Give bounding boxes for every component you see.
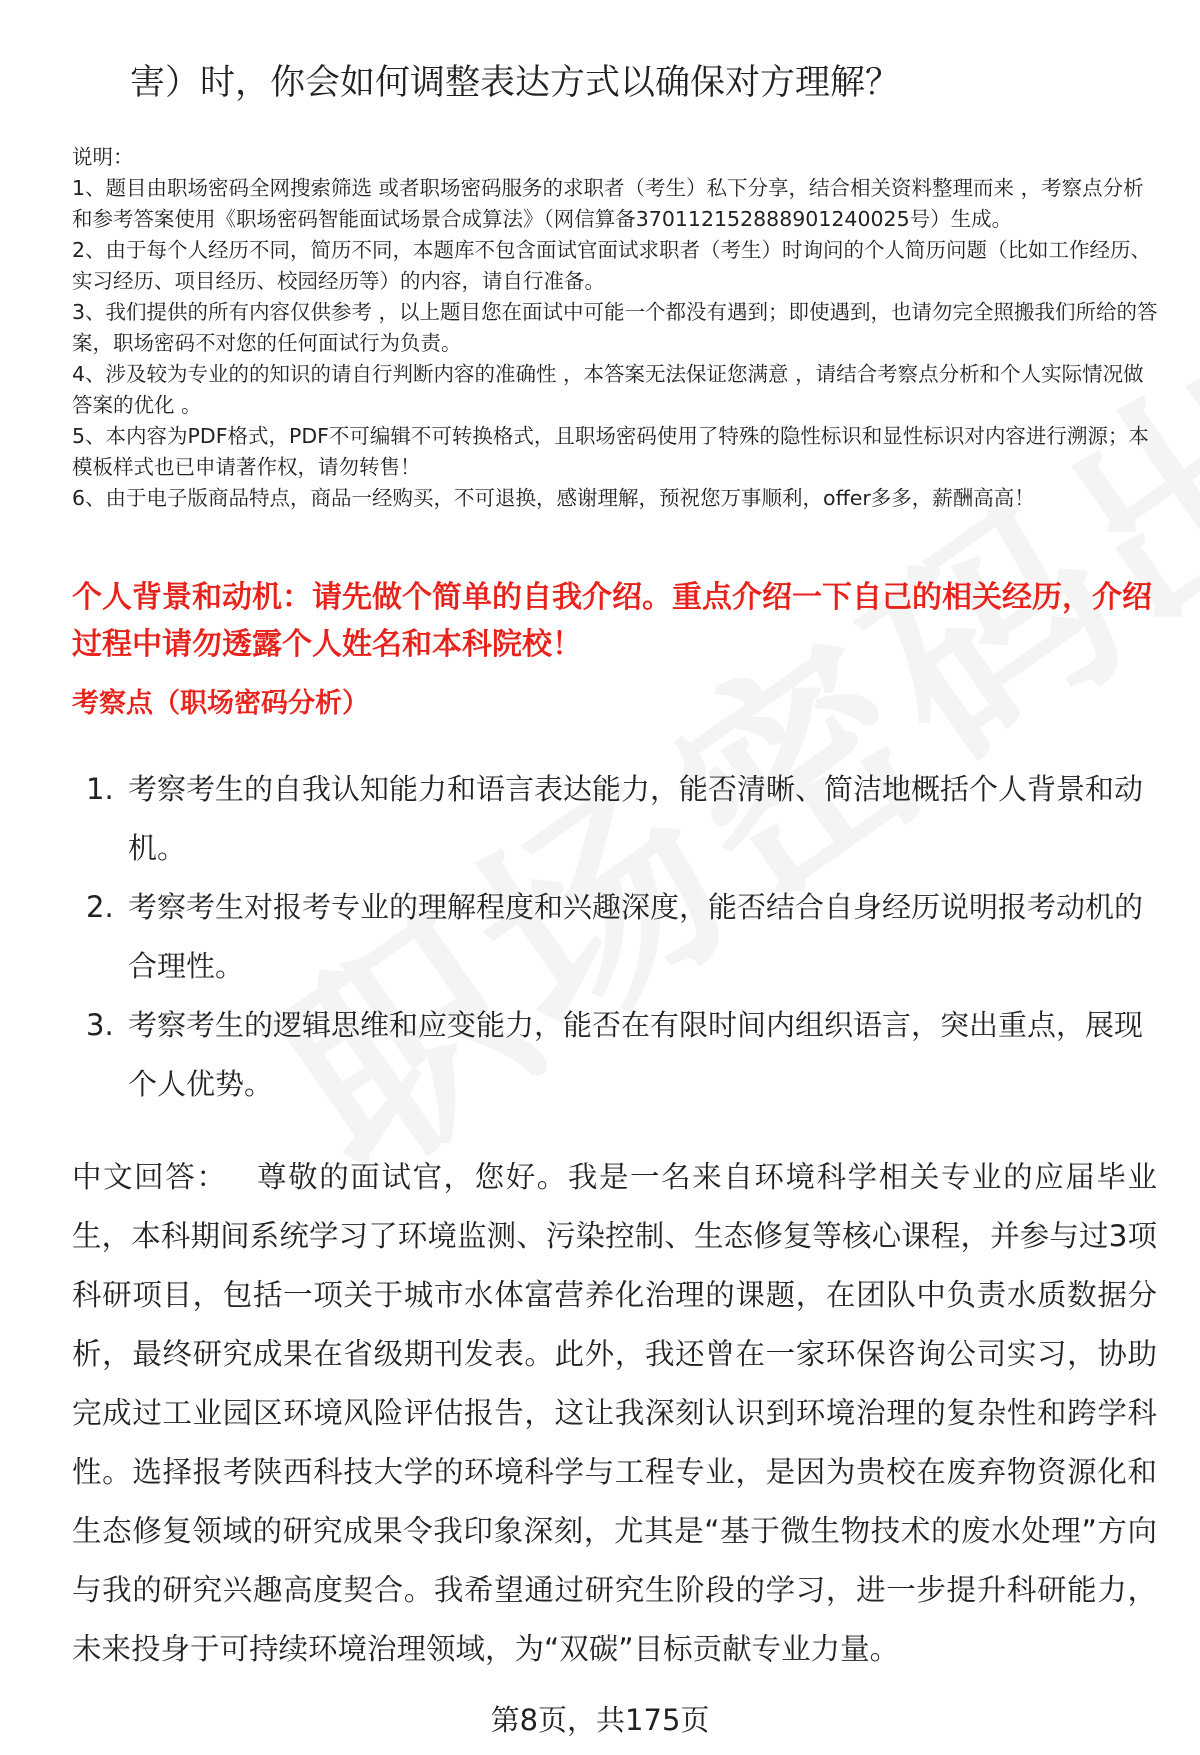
answer-paragraph — [72, 1148, 1157, 1679]
list-item-text: 考察考生对报考专业的理解程度和兴趣深度，能否结合自身经历说明报考动机的合理性。 — [128, 890, 1144, 983]
list-item — [72, 996, 1162, 1114]
notes-item: 4、涉及较为专业的的知识的请自行判断内容的准确性 ，本答案无法保证您满意 ，请结合考察点分析和个人实际情况做答案的优化 。 — [72, 362, 1144, 417]
notes-item: 1、题目由职场密码全网搜索筛选 或者职场密码服务的求职者（考生）私下分享，结合相关资料整理而来 ，考察点分析和参考答案使用《职场密码智能面试场景合成算法》（网信算备370112152888901240025号）生成。 — [72, 176, 1144, 231]
list-item — [72, 760, 1162, 878]
answer-text: 尊敬的面试官，您好。我是一名来自环境科学相关专业的应届毕业生，本科期间系统学习了环境监测、污染控制、生态修复等核心课程，并参与过3项科研项目，包括一项关于城市水体富营养化治理的课题，在团队中负责水质数据分析，最终研究成果在省级期刊发表。此外，我还曾在一家环保咨询公司实习，协助完成过工业园区环境风险评估报告，这让我深刻认识到环境治理的复杂性和跨学科性。选择报考陕西科技大学的环境科学与工程专业，是因为贵校在废弃物资源化和生态修复领域的研究成果令我印象深刻，尤其是“基于微生物技术的废水处理”方向与我的研究兴趣高度契合。我希望通过研究生阶段的学习，进一步提升科研能力，未来投身于可持续环境治理领域，为“双碳”目标贡献专业力量。 — [72, 1160, 1157, 1666]
analysis-heading: 考察点（职场密码分析） — [72, 688, 369, 719]
page-number: 第8页，共175页 — [490, 1703, 710, 1737]
answer-label: 中文回答： — [72, 1160, 228, 1194]
list-item-number: 2. — [86, 890, 114, 924]
list-item-text: 考察考生的逻辑思维和应变能力，能否在有限时间内组织语言，突出重点，展现个人优势。 — [128, 1008, 1144, 1101]
analysis-points-list — [72, 760, 1162, 1114]
notes-heading: 说明： — [72, 145, 134, 169]
notes-item: 2、由于每个人经历不同，简历不同，本题库不包含面试官面试求职者（考生）时询问的个人简历问题（比如工作经历、实习经历、项目经历、校园经历等）的内容，请自行准备。 — [72, 238, 1152, 293]
notes-block — [72, 142, 1162, 514]
list-item — [72, 878, 1162, 996]
question-continuation: 害）时，你会如何调整表达方式以确保对方理解？ — [130, 63, 901, 103]
interview-question: 个人背景和动机：请先做个简单的自我介绍。重点介绍一下自己的相关经历，介绍过程中请勿透露个人姓名和本科院校！ — [72, 580, 1152, 662]
list-item-number: 3. — [86, 1008, 114, 1042]
notes-item: 5、本内容为PDF格式，PDF不可编辑不可转换格式，且职场密码使用了特殊的隐性标识和显性标识对内容进行溯源；本模板样式也已申请著作权，请勿转售！ — [72, 424, 1149, 479]
notes-item: 3、我们提供的所有内容仅供参考 ，以上题目您在面试中可能一个都没有遇到；即使遇到，也请勿完全照搬我们所给的答案，职场密码不对您的任何面试行为负责。 — [72, 300, 1158, 355]
list-item-text: 考察考生的自我认知能力和语言表达能力，能否清晰、简洁地概括个人背景和动机。 — [128, 772, 1144, 865]
list-item-number: 1. — [86, 772, 114, 806]
notes-item: 6、由于电子版商品特点，商品一经购买，不可退换，感谢理解，预祝您万事顺利，offer多多，薪酬高高！ — [72, 486, 1035, 510]
